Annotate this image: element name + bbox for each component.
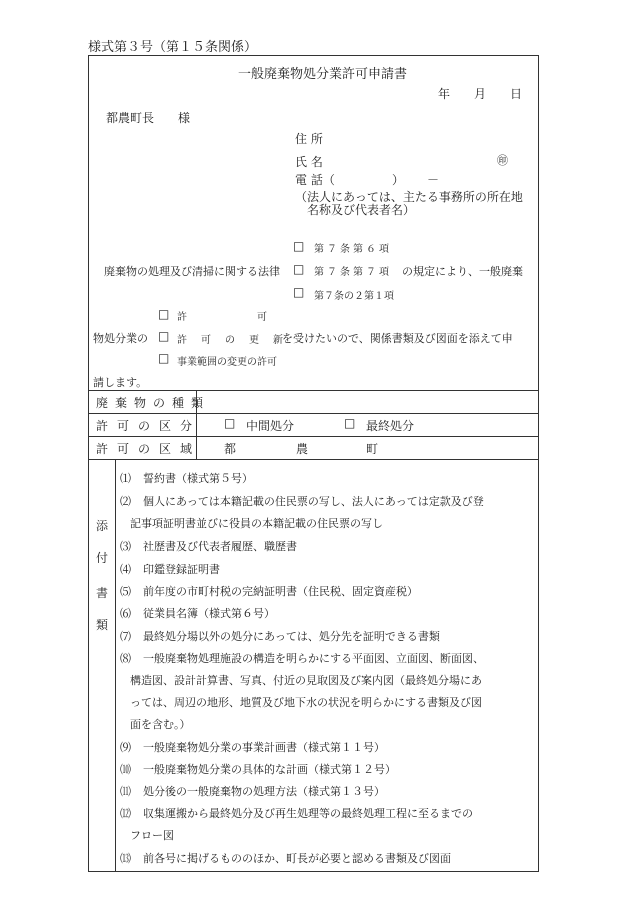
permit-renewal-option-label: 許可の更新: [177, 335, 297, 346]
seal-mark: ㊞: [497, 154, 508, 167]
closing-text: 請します。: [93, 376, 148, 389]
permit-option-label: 許可: [177, 312, 337, 323]
divider-line: [115, 459, 116, 872]
attach-label-char-3: 書: [96, 586, 109, 600]
list-item-number: ⑵: [120, 495, 131, 508]
list-item-number: ⑺: [120, 630, 131, 643]
checkbox-permit-renewal[interactable]: □: [158, 329, 170, 343]
date-day-label: 日: [510, 87, 523, 101]
area-char-no: 農: [296, 442, 309, 456]
permit-type-label: 許可の区分: [96, 419, 202, 433]
list-item-number: ⑿: [120, 807, 131, 820]
list-item: 前各号に掲げるもののほか、町長が必要と認める書類及び図面: [143, 852, 451, 865]
list-item: 従業員名簿（様式第６号）: [143, 607, 275, 620]
divider-line: [88, 390, 539, 391]
address-label: 住 所: [295, 132, 323, 146]
intermediate-disposal-label: 中間処分: [246, 419, 295, 433]
list-item: 一般廃棄物処分業の事業計画書（様式第１１号）: [143, 741, 385, 754]
permission-tail-text: を受けたいので、関係書類及び図面を添えて申: [282, 332, 513, 345]
law-name: 廃棄物の処理及び清掃に関する法律: [104, 265, 280, 278]
list-item-continuation: 面を含む。）: [130, 718, 191, 731]
permission-lead-text: 物処分業の: [93, 332, 148, 345]
form-number-label: 様式第３号（第１５条関係）: [88, 40, 258, 55]
form-title: 一般廃棄物処分業許可申請書: [238, 67, 408, 82]
permit-area-label: 許可の区域: [96, 442, 202, 456]
list-item: 一般廃棄物処分業の具体的な計画（様式第１２号）: [143, 763, 396, 776]
attach-label-char-4: 類: [96, 618, 109, 632]
date-month-label: 月: [474, 87, 487, 101]
list-item: 処分後の一般廃棄物の処理方法（様式第１３号）: [143, 785, 385, 798]
corporate-note-line1: （法人にあっては、主たる事務所の所在地: [295, 190, 523, 204]
checkbox-final[interactable]: □: [344, 416, 356, 430]
list-item-number: ⑷: [120, 563, 131, 576]
waste-type-label: 廃棄物の種類: [96, 396, 211, 410]
addressee: 都農町長: [106, 111, 155, 125]
addressee-honorific: 様: [178, 111, 191, 125]
phone-label: 電 話（: [295, 173, 335, 187]
list-item: 個人にあっては本籍記載の住民票の写し、法人にあっては定款及び登: [143, 495, 484, 508]
final-disposal-label: 最終処分: [366, 419, 415, 433]
area-char-machi: 町: [366, 442, 379, 456]
list-item-number: ⑹: [120, 607, 131, 620]
attach-label-char-1: 添: [96, 519, 109, 533]
checkbox-permit[interactable]: □: [158, 307, 170, 321]
article-7-7-label: 第７条第７項: [314, 267, 392, 278]
name-label: 氏 名: [295, 155, 323, 169]
checkbox-scope-change[interactable]: □: [158, 351, 170, 365]
list-item-continuation: っては、周辺の地形、地質及び地下水の状況を明らかにする書類及び図: [130, 696, 482, 709]
list-item-number: ⒀: [120, 852, 131, 865]
list-item-continuation: 記事項証明書並びに役員の本籍記載の住民票の写し: [130, 517, 383, 530]
list-item: 一般廃棄物処理施設の構造を明らかにする平面図、立面図、断面図、: [143, 652, 484, 665]
list-item: 誓約書（様式第５号）: [143, 472, 253, 485]
list-item-number: ⑸: [120, 585, 131, 598]
checkbox-article-7-7[interactable]: □: [293, 262, 305, 276]
phone-close-paren: ）: [392, 173, 405, 187]
list-item-number: ⑶: [120, 540, 131, 553]
divider-line: [88, 413, 539, 414]
phone-dash: －: [427, 173, 440, 187]
divider-line: [88, 436, 539, 437]
area-char-to: 都: [224, 442, 237, 456]
list-item-number: ⑼: [120, 741, 131, 754]
list-item: 印鑑登録証明書: [143, 563, 220, 576]
checkbox-intermediate[interactable]: □: [224, 416, 236, 430]
article-7-6-label: 第７条第６項: [314, 244, 392, 255]
list-item-continuation: 構造図、設計計算書、写真、付近の見取図及び案内図（最終処分場にあ: [130, 674, 482, 687]
list-item-number: ⑽: [120, 763, 131, 776]
list-item: 社歴書及び代表者履歴、職歴書: [143, 540, 297, 553]
scope-change-option-label: 事業範囲の変更の許可: [177, 357, 277, 368]
list-item: 最終処分場以外の処分にあっては、処分先を証明できる書類: [143, 630, 440, 643]
corporate-note-line2: 名称及び代表者名）: [307, 203, 416, 217]
list-item-continuation: フロー図: [130, 829, 174, 842]
law-tail-text: の規定により、一般廃棄: [402, 265, 523, 278]
list-item: 収集運搬から最終処分及び再生処理等の最終処理工程に至るまでの: [143, 807, 473, 820]
list-item-number: ⑾: [120, 785, 131, 798]
date-year-label: 年: [438, 87, 451, 101]
attach-label-char-2: 付: [96, 551, 109, 565]
list-item: 前年度の市町村税の完納証明書（住民税、固定資産税）: [143, 585, 418, 598]
divider-line: [88, 459, 539, 460]
checkbox-article-7-6[interactable]: □: [293, 239, 305, 253]
list-item-number: ⑻: [120, 652, 131, 665]
article-7-2-1-label: 第７条の２第１項: [314, 291, 394, 302]
checkbox-article-7-2-1[interactable]: □: [293, 285, 305, 299]
list-item-number: ⑴: [120, 472, 131, 485]
